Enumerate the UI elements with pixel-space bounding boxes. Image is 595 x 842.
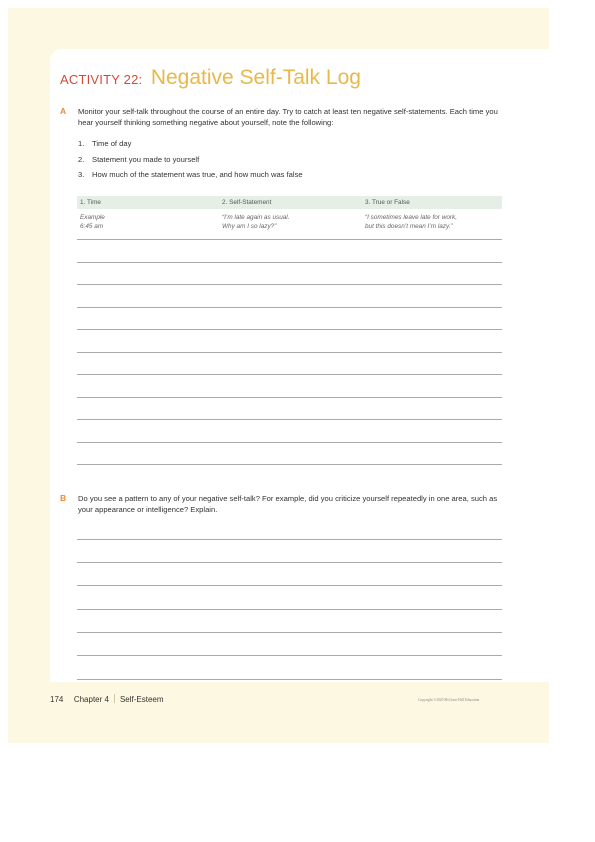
list-item: 3. How much of the statement was true, and how much was false bbox=[78, 170, 303, 180]
writing-line[interactable] bbox=[77, 397, 502, 398]
section-b-letter: B bbox=[60, 493, 67, 503]
writing-line[interactable] bbox=[77, 329, 502, 330]
table-row-divider bbox=[77, 239, 502, 240]
writing-line[interactable] bbox=[77, 352, 502, 353]
footer-divider bbox=[114, 694, 115, 703]
activity-label: ACTIVITY 22: bbox=[60, 72, 143, 87]
section-b-question: Do you see a pattern to any of your negative self-talk? For example, did you criticize yourself repeatedly in one area, such as your appearance or intelligence? Explain. bbox=[78, 494, 498, 514]
chapter-label: Chapter 4 bbox=[73, 695, 109, 704]
list-item: 2. Statement you made to yourself bbox=[78, 154, 200, 164]
section-label: Self-Esteem bbox=[119, 695, 164, 704]
list-item: 1. Time of day bbox=[78, 139, 132, 148]
answer-line[interactable] bbox=[77, 539, 502, 540]
section-a-letter: A bbox=[60, 106, 67, 116]
writing-line[interactable] bbox=[77, 419, 502, 420]
writing-line[interactable] bbox=[77, 284, 502, 285]
answer-line[interactable] bbox=[77, 655, 502, 656]
answer-line[interactable] bbox=[77, 632, 502, 633]
answer-line[interactable] bbox=[77, 609, 502, 610]
writing-line[interactable] bbox=[77, 374, 502, 375]
column-header-statement: 2. Self-Statement bbox=[222, 199, 272, 206]
example-statement: “I’m late again as usual. Why am I so lazy?” bbox=[222, 214, 290, 230]
writing-line[interactable] bbox=[77, 262, 502, 263]
writing-line[interactable] bbox=[77, 464, 502, 465]
activity-heading: Negative Self-Talk Log bbox=[150, 66, 361, 89]
page-number: 174 bbox=[50, 695, 64, 704]
copyright-notice: Copyright ©2020 McGraw-Hill Education bbox=[418, 698, 480, 702]
example-time: Example 6:45 am bbox=[80, 214, 105, 230]
instruction-list bbox=[78, 136, 303, 183]
column-header-time: 1. Time bbox=[80, 199, 101, 206]
column-header-true-false: 3. True or False bbox=[365, 199, 410, 206]
log-table-header bbox=[77, 196, 502, 209]
page-footer bbox=[50, 694, 164, 704]
answer-line[interactable] bbox=[77, 562, 502, 563]
example-true-false: “I sometimes leave late for work, but this doesn’t mean I’m lazy.” bbox=[365, 214, 457, 230]
answer-line[interactable] bbox=[77, 585, 502, 586]
section-a-instructions: Monitor your self-talk throughout the course of an entire day. Try to catch at least ten negative self-statements. Each time you hear yourself thinking something negative about yourself, note the following: bbox=[78, 107, 498, 127]
answer-line[interactable] bbox=[77, 679, 502, 680]
writing-line[interactable] bbox=[77, 307, 502, 308]
writing-line[interactable] bbox=[77, 442, 502, 443]
activity-title bbox=[60, 66, 361, 90]
